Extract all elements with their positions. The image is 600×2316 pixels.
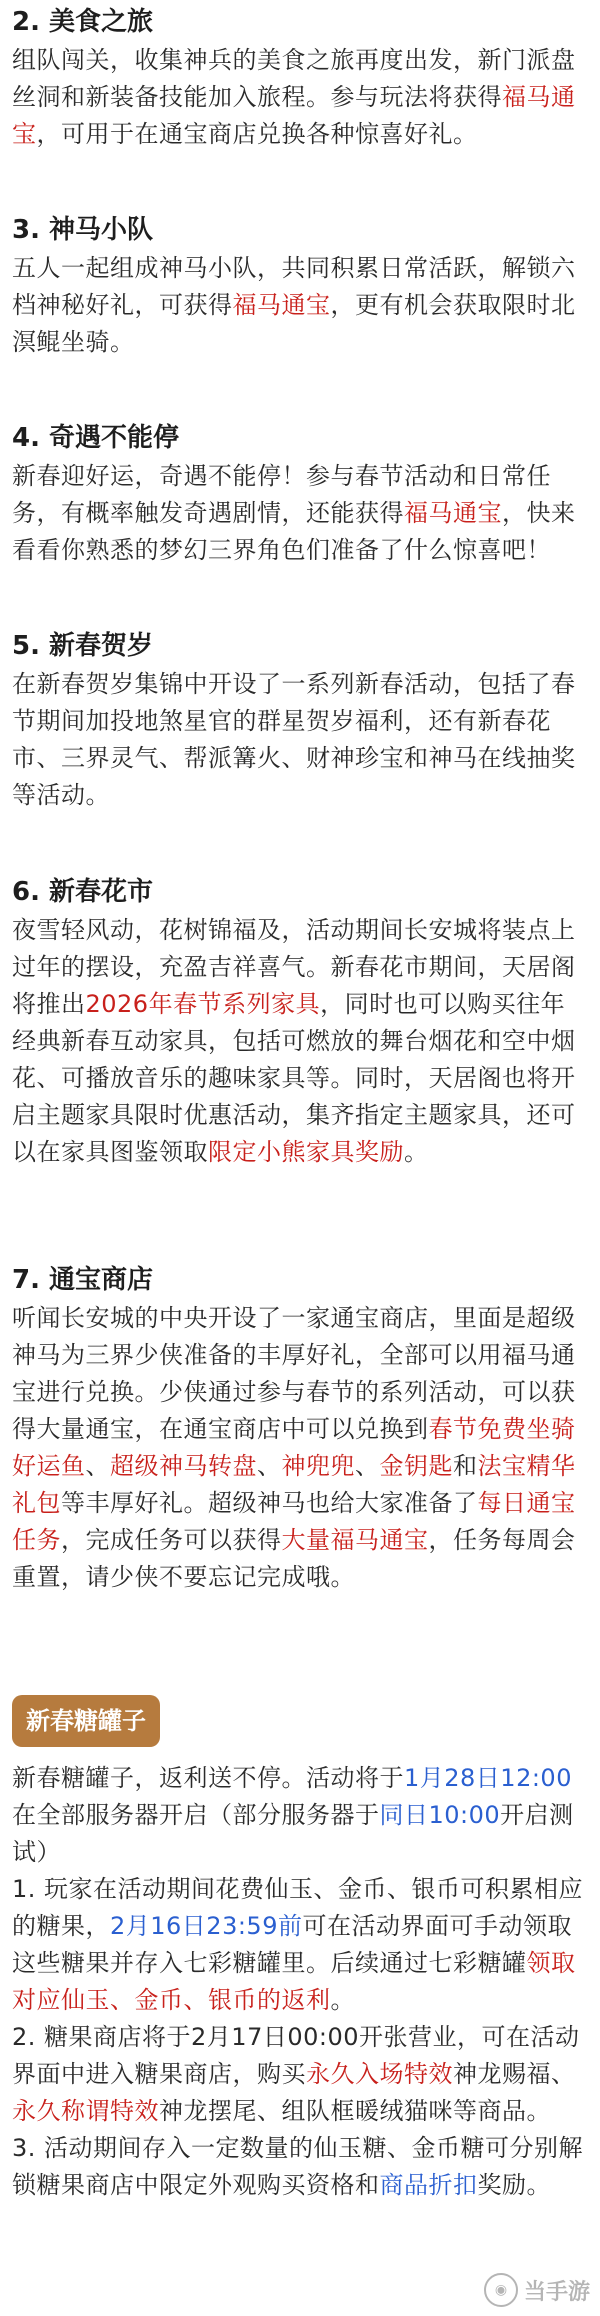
highlight-text: 2026年春节系列家具: [85, 990, 321, 1018]
highlight-text: 大量福马通宝: [281, 1526, 429, 1554]
body-text: 1. 玩家在活动期间花费仙玉、金币、银币可积累相应的糖果，: [12, 1875, 584, 1940]
body-text: ，更有机会获取限时北溟鲲坐骑。: [12, 291, 576, 356]
body-text: ，任务每周会重置，请少侠不要忘记完成哦。: [12, 1526, 576, 1591]
body-text: 听闻长安城的中央开设了一家通宝商店，里面是超级神马为三界少侠准备的丰厚好礼，全部可以用福马通宝进行兑换。少侠通过参与春节的系列活动，可以获得大量通宝，在通宝商店中可以兑换到: [12, 1304, 576, 1443]
section-paragraph: [12, 666, 588, 814]
candy-paragraph-2: [12, 2019, 588, 2130]
highlight-text: 福马通宝: [12, 83, 576, 148]
highlight-text: 春节免费坐骑好运鱼: [12, 1415, 576, 1480]
section-paragraph: [12, 912, 588, 1171]
body-text: 、: [257, 1452, 282, 1480]
candy-paragraph-intro: [12, 1760, 588, 1871]
body-text: 。: [330, 1986, 355, 2014]
body-text: 、: [355, 1452, 380, 1480]
section-heading: 3. 神马小队: [12, 215, 154, 245]
body-text: ，同时也可以购买往年经典新春互动家具，包括可燃放的舞台烟花和空中烟花、可播放音乐的趣味家具等。同时，天居阁也将开启主题家具限时优惠活动，集齐指定主题家具，还可以在家具图鉴领取: [12, 990, 576, 1166]
watermark-text: 当手游: [523, 2279, 590, 2305]
highlight-text: 每日通宝任务: [12, 1489, 576, 1554]
body-text: 组队闯关，收集神兵的美食之旅再度出发，新门派盘丝洞和新装备技能加入旅程。参与玩法将获得: [12, 46, 576, 111]
body-text: 2. 糖果商店将于2月17日00:00开张营业，可在活动界面中进入糖果商店，购买: [12, 2023, 580, 2088]
section-heading: 4. 奇遇不能停: [12, 423, 180, 453]
section-meishi: [12, 2, 588, 153]
body-text: 神龙摆尾、组队框暖绒猫咪等商品。: [159, 2097, 551, 2125]
section-hesui: [12, 626, 588, 814]
body-text: 新春迎好运，奇遇不能停！参与春节活动和日常任务，有概率触发奇遇剧情，还能获得: [12, 462, 551, 527]
body-text: ，快来看看你熟悉的梦幻三界角色们准备了什么惊喜吧！: [12, 499, 576, 564]
candy-paragraph-1: [12, 1871, 588, 2019]
candy-jar-tag: 新春糖罐子: [12, 1695, 160, 1747]
body-text: ，完成任务可以获得: [61, 1526, 282, 1554]
section-heading: 6. 新春花市: [12, 877, 154, 907]
highlight-text: 同日10:00: [379, 1801, 501, 1829]
highlight-text: 领取对应仙玉、金币、银币的返利: [12, 1949, 576, 2014]
highlight-text: 限定小熊家具奖励: [208, 1138, 404, 1166]
body-text: 开启测试）: [12, 1801, 574, 1866]
body-text: 奖励。: [477, 2171, 551, 2199]
body-text: 3. 活动期间存入一定数量的仙玉糖、金币糖可分别解锁糖果商店中限定外观购买资格和: [12, 2134, 584, 2199]
section-paragraph: [12, 42, 588, 153]
highlight-text: 商品折扣: [379, 2171, 478, 2199]
candy-paragraph-3: [12, 2130, 588, 2204]
body-text: 等丰厚好礼。超级神马也给大家准备了: [61, 1489, 478, 1517]
highlight-text: 福马通宝: [404, 499, 502, 527]
highlight-text: 1月28日12:00: [404, 1764, 572, 1792]
watermark-logo-icon: ◉: [484, 2273, 518, 2307]
candy-jar-section: [12, 1760, 588, 2204]
body-text: 新春糖罐子，返利送不停。活动将于: [12, 1764, 404, 1792]
body-text: 在新春贺岁集锦中开设了一系列新春活动，包括了春节期间加投地煞星官的群星贺岁福利，还有新春花市、三界灵气、帮派篝火、财神珍宝和神马在线抽奖等活动。: [12, 670, 576, 809]
section-qiyu: [12, 418, 588, 569]
section-shenma-team: [12, 210, 588, 361]
highlight-text: 神兜兜: [281, 1452, 355, 1480]
highlight-text: 永久称谓特效: [12, 2097, 159, 2125]
section-tongbao-shop: [12, 1260, 588, 1596]
body-text: 、: [85, 1452, 110, 1480]
highlight-text: 福马通宝: [232, 291, 331, 319]
highlight-text: 2月16日23:59前: [110, 1912, 303, 1940]
highlight-text: 超级神马转盘: [110, 1452, 257, 1480]
section-paragraph: [12, 458, 588, 569]
body-text: 和: [453, 1452, 478, 1480]
body-text: 夜雪轻风动，花树锦福及，活动期间长安城将装点上过年的摆设，充盈吉祥喜气。新春花市期间，天居阁将推出: [12, 916, 576, 1018]
body-text: 神龙赐福、: [453, 2060, 576, 2088]
section-heading: 7. 通宝商店: [12, 1265, 154, 1295]
body-text: 可在活动界面可手动领取这些糖果并存入七彩糖罐里。后续通过七彩糖罐: [12, 1912, 572, 1977]
section-huashi: [12, 872, 588, 1171]
highlight-text: 法宝精华礼包: [12, 1452, 576, 1517]
body-text: 五人一起组成神马小队，共同积累日常活跃，解锁六档神秘好礼，可获得: [12, 254, 576, 319]
body-text: ，可用于在通宝商店兑换各种惊喜好礼。: [36, 120, 478, 148]
section-paragraph: [12, 1300, 588, 1596]
section-paragraph: [12, 250, 588, 361]
watermark: [470, 2270, 590, 2310]
body-text: 。: [404, 1138, 429, 1166]
highlight-text: 金钥匙: [379, 1452, 453, 1480]
section-heading: 5. 新春贺岁: [12, 631, 154, 661]
highlight-text: 永久入场特效: [306, 2060, 453, 2088]
section-heading: 2. 美食之旅: [12, 7, 154, 37]
body-text: 在全部服务器开启（部分服务器于: [12, 1801, 380, 1829]
